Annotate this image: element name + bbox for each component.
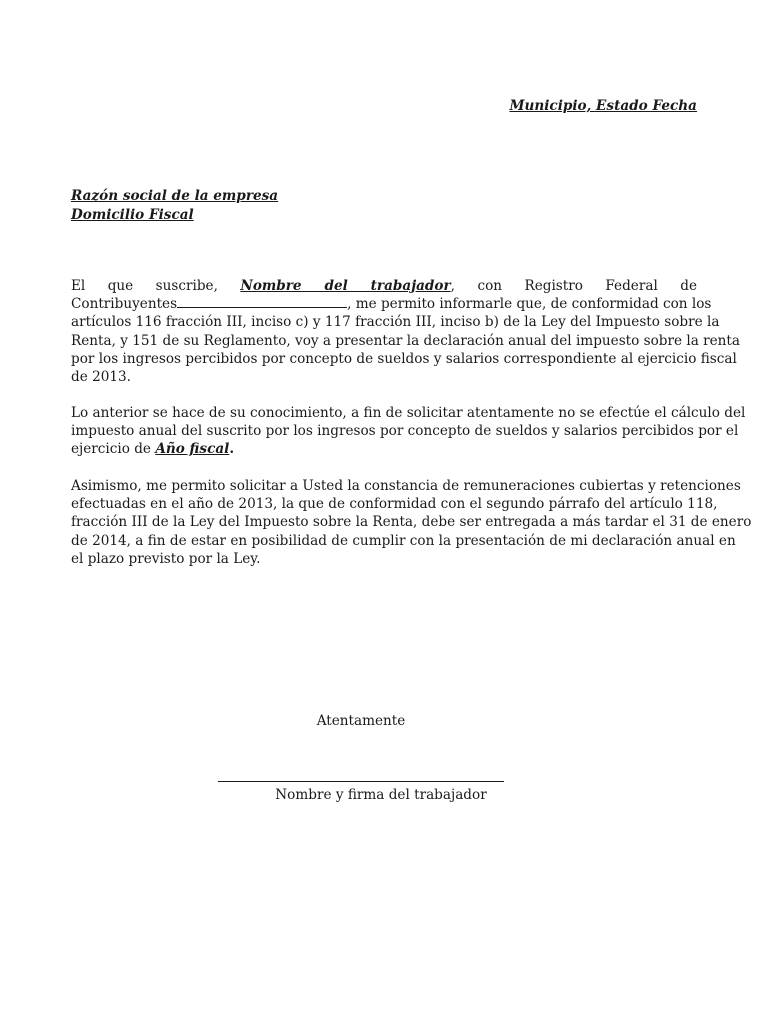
paragraph-line: Lo anterior se hace de su conocimiento, a fin de solicitar atentamente no se efectúe el cálculo del xyxy=(71,405,746,421)
paragraph-declaration-notice xyxy=(71,277,741,386)
paragraph-line: impuesto anual del suscrito por los ingresos por concepto de sueldos y salarios percibidos por el xyxy=(71,423,739,440)
paragraph-line: de 2013. xyxy=(71,369,131,386)
paragraph-line: Renta, y 151 de su Reglamento, voy a presentar la declaración anual del impuesto sobre la renta xyxy=(71,332,741,349)
closing-salutation: Atentamente xyxy=(316,713,406,729)
text-segment: , me permito informarle que, de conformidad con los xyxy=(347,296,712,313)
text-segment: El que suscribe, xyxy=(71,278,218,294)
paragraph-line: Asimismo, me permito solicitar a Usted la constancia de remuneraciones cubiertas y retenciones xyxy=(71,478,741,494)
paragraph-line: efectuadas en el año de 2013, la que de conformidad con el segundo párrafo del artículo 118, xyxy=(71,496,718,513)
place-date-line: Municipio, Estado Fecha xyxy=(509,98,697,114)
worker-name-placeholder: Nombre del trabajador xyxy=(240,278,451,294)
paragraph-line xyxy=(71,295,712,313)
text-segment: . xyxy=(229,441,235,458)
paragraph-line: el plazo previsto por la Ley. xyxy=(71,550,261,567)
text-segment: ejercicio de xyxy=(71,441,151,458)
paragraph-line xyxy=(71,277,697,295)
rfc-blank-field xyxy=(177,295,347,308)
company-name: Razón social de la empresa xyxy=(71,188,279,204)
recipient-block xyxy=(71,187,278,225)
paragraph-line: artículos 116 fracción III, inciso c) y 117 fracción III, inciso b) de la Ley del Impuesto sobre la xyxy=(71,314,720,331)
signature-label: Nombre y firma del trabajador xyxy=(275,787,487,803)
paragraph-calculation-request xyxy=(71,404,746,459)
paragraph-line: de 2014, a fin de estar en posibilidad de cumplir con la presentación de mi declaración anual en xyxy=(71,532,736,549)
fiscal-address: Domicilio Fiscal xyxy=(71,207,194,223)
text-segment: , con Registro Federal de xyxy=(450,278,697,294)
fiscal-year-placeholder: Año fiscal xyxy=(155,441,230,458)
paragraph-line xyxy=(71,440,697,458)
paragraph-certificate-request xyxy=(71,477,752,568)
signature-line xyxy=(218,781,504,782)
text-segment: Contribuyentes xyxy=(71,296,178,313)
paragraph-line: fracción III de la Ley del Impuesto sobre la Renta, debe ser entregada a más tardar el 31 de enero xyxy=(71,514,752,531)
paragraph-line: por los ingresos percibidos por concepto de sueldos y salarios correspondiente al ejercicio fiscal xyxy=(71,350,737,367)
